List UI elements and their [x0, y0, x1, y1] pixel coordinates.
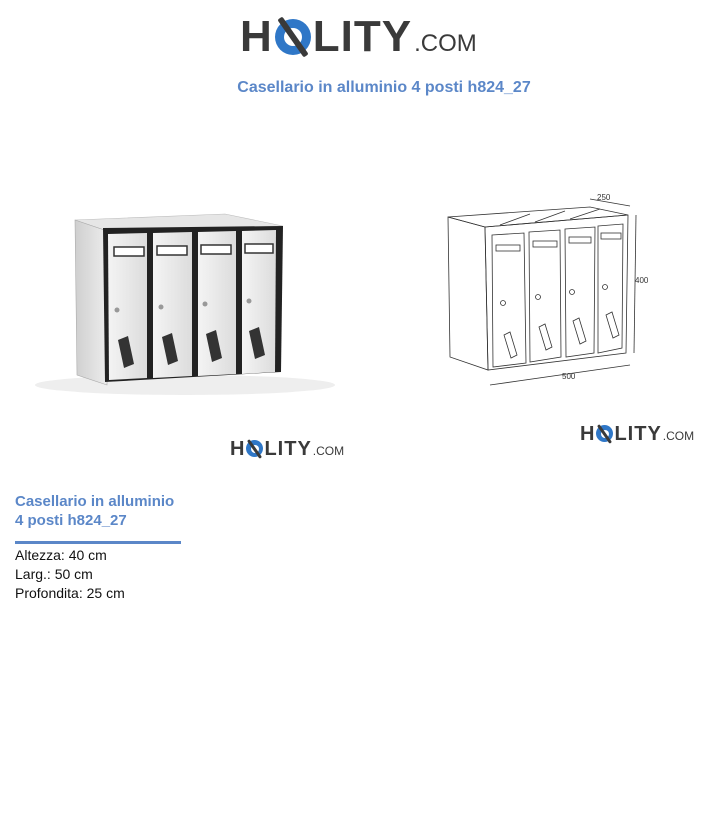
width-label: 500 — [562, 372, 576, 381]
logo-o-icon — [275, 19, 311, 55]
page-title: Casellario in alluminio 4 posti h824_27 — [237, 79, 531, 96]
product-photo — [35, 200, 355, 400]
holity-logo-small — [230, 438, 344, 460]
spec-row-width — [15, 565, 125, 584]
product-heading-line2: 4 posti h824_27 — [15, 512, 127, 529]
spec-value: 40 cm — [68, 547, 107, 563]
product-heading — [15, 492, 195, 530]
holity-logo[interactable] — [240, 12, 477, 62]
spec-row-height — [15, 546, 125, 565]
product-specs — [15, 546, 125, 603]
technical-drawing — [440, 185, 660, 405]
logo-o-icon — [596, 425, 613, 442]
spec-row-depth — [15, 584, 125, 603]
spec-label: Altezza: — [15, 547, 65, 563]
logo-suffix: LITY — [312, 12, 413, 61]
depth-label: 250 — [597, 193, 611, 202]
spec-value: 50 cm — [54, 566, 93, 582]
logo-domain: .COM — [662, 429, 695, 443]
holity-logo-small — [580, 423, 694, 445]
spec-value: 25 cm — [86, 585, 125, 601]
logo-prefix: H — [580, 423, 596, 445]
logo-suffix: LITY — [614, 423, 662, 445]
spec-label: Profondita: — [15, 585, 83, 601]
logo-o-icon — [246, 440, 263, 457]
logo-domain: .COM — [414, 30, 477, 57]
logo-suffix: LITY — [264, 438, 312, 460]
spec-label: Larg.: — [15, 566, 51, 582]
heading-divider — [15, 541, 181, 544]
logo-domain: .COM — [312, 444, 345, 458]
logo-prefix: H — [240, 12, 273, 61]
logo-prefix: H — [230, 438, 246, 460]
height-label: 400 — [635, 276, 649, 285]
product-heading-line1: Casellario in alluminio — [15, 493, 175, 510]
mailbox-doors — [108, 230, 276, 380]
